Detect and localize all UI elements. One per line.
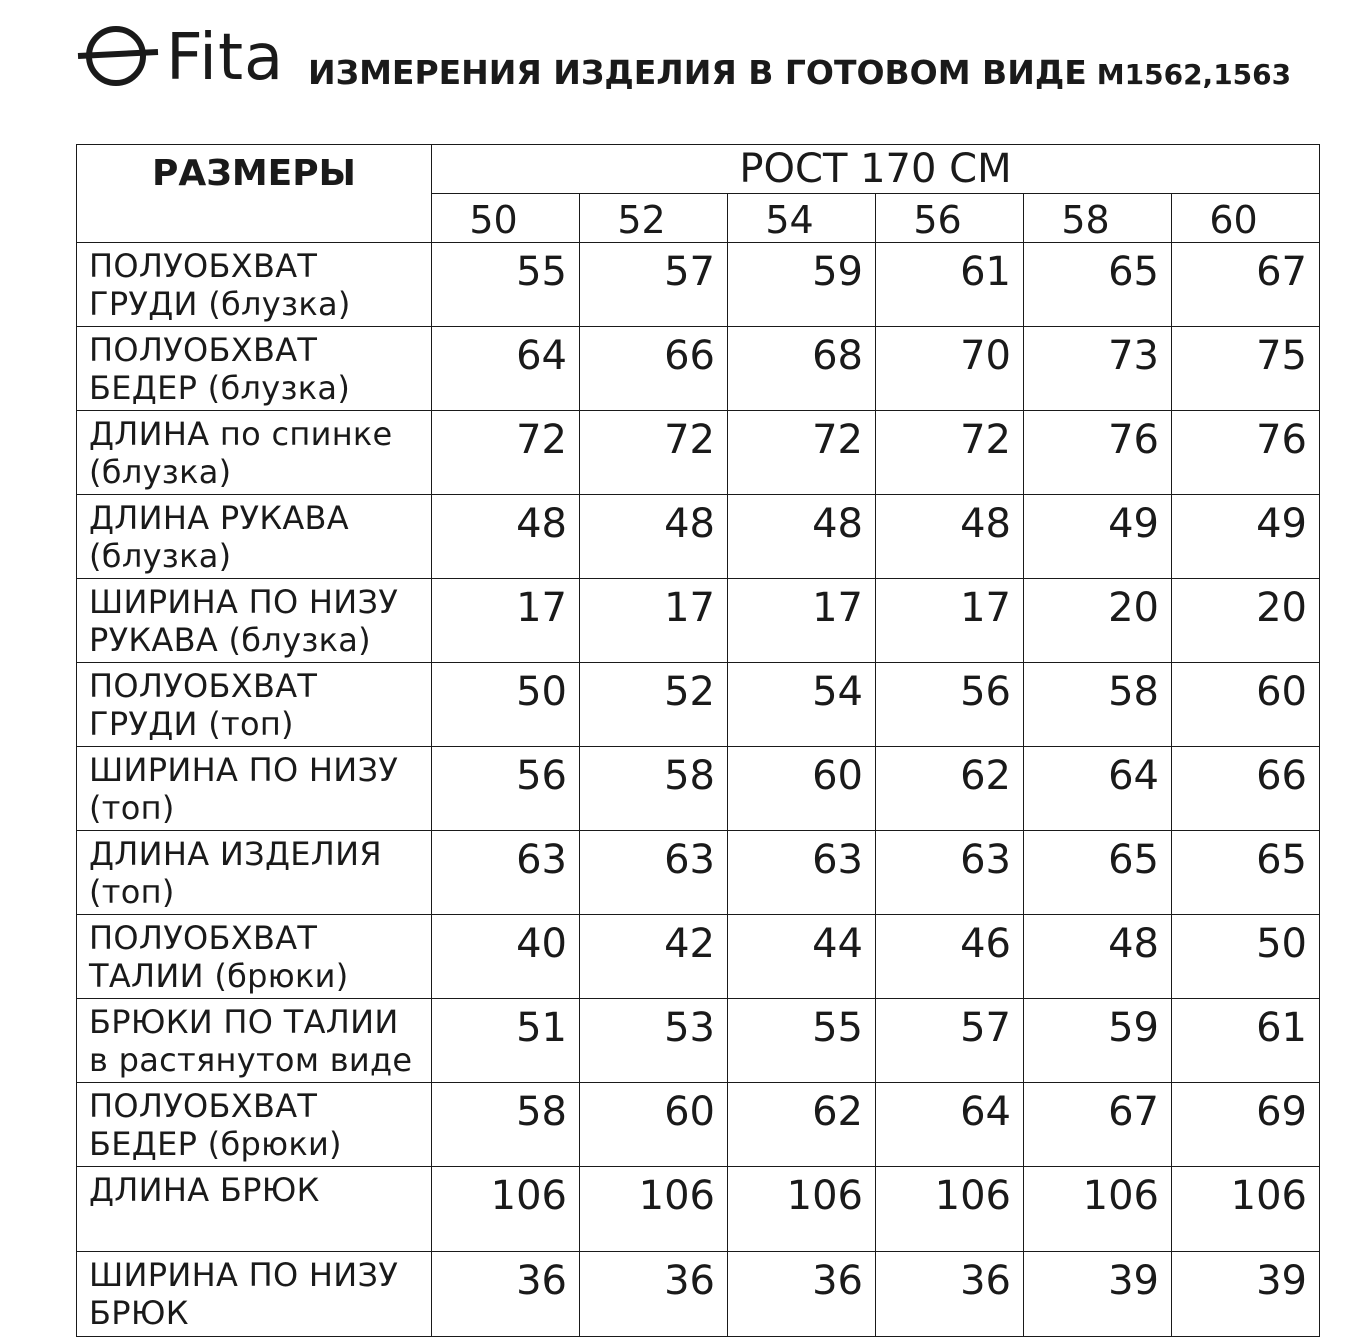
measurement-label-line: ГРУДИ (топ)	[89, 705, 294, 743]
measurement-label-line: ПОЛУОБХВАТ	[89, 667, 318, 705]
measurement-value: 48	[728, 495, 876, 579]
measurement-label	[77, 747, 432, 831]
measurement-value: 61	[876, 243, 1024, 327]
measurement-label-line: (топ)	[89, 789, 175, 827]
measurement-value: 76	[1172, 411, 1320, 495]
measurement-value: 36	[580, 1252, 728, 1337]
measurement-label-line: ТАЛИИ (брюки)	[89, 957, 349, 995]
measurement-label	[77, 999, 432, 1083]
measurement-label-line: ПОЛУОБХВАТ	[89, 1087, 318, 1125]
measurement-value: 64	[1024, 747, 1172, 831]
measurement-value: 106	[876, 1167, 1024, 1252]
measurement-label-line: ПОЛУОБХВАТ	[89, 247, 318, 285]
measurement-value: 52	[580, 663, 728, 747]
measurement-value: 39	[1172, 1252, 1320, 1337]
measurement-label-line: (блузка)	[89, 537, 232, 575]
measurement-label	[77, 411, 432, 495]
measurement-value: 76	[1024, 411, 1172, 495]
measurement-value: 54	[728, 663, 876, 747]
measurement-value: 57	[876, 999, 1024, 1083]
table-row	[77, 831, 1320, 915]
measurement-value: 64	[876, 1083, 1024, 1167]
measurement-value: 40	[432, 915, 580, 999]
measurement-value: 55	[432, 243, 580, 327]
measurement-label-line: БРЮК	[89, 1294, 189, 1332]
table-row	[77, 327, 1320, 411]
size-header-value: 56	[913, 198, 962, 242]
measurement-value: 17	[580, 579, 728, 663]
measurement-label	[77, 579, 432, 663]
measurement-value: 64	[432, 327, 580, 411]
measurement-label	[77, 495, 432, 579]
measurement-value: 36	[876, 1252, 1024, 1337]
measurement-value: 58	[1024, 663, 1172, 747]
table-row	[77, 1083, 1320, 1167]
table-row	[77, 747, 1320, 831]
height-label: РОСТ 170 СМ	[432, 145, 1320, 194]
measurement-value: 50	[432, 663, 580, 747]
measurement-value: 63	[728, 831, 876, 915]
measurement-value: 60	[580, 1083, 728, 1167]
measurement-value: 56	[432, 747, 580, 831]
measurement-value: 48	[580, 495, 728, 579]
measurement-label-line: ПОЛУОБХВАТ	[89, 331, 318, 369]
measurement-value: 17	[876, 579, 1024, 663]
measurement-value: 62	[728, 1083, 876, 1167]
fita-theta-logo-icon	[76, 16, 160, 88]
measurement-value: 72	[728, 411, 876, 495]
measurement-label-line: ГРУДИ (блузка)	[89, 285, 351, 323]
measurement-label-line: (блузка)	[89, 453, 232, 491]
measurement-value: 36	[432, 1252, 580, 1337]
table-row	[77, 411, 1320, 495]
title-text: ИЗМЕРЕНИЯ ИЗДЕЛИЯ В ГОТОВОМ ВИДЕ	[308, 53, 1087, 92]
table-row	[77, 243, 1320, 327]
measurement-value: 49	[1172, 495, 1320, 579]
measurement-label	[77, 831, 432, 915]
measurement-value: 57	[580, 243, 728, 327]
measurement-value: 48	[432, 495, 580, 579]
measurement-label-line: ДЛИНА ИЗДЕЛИЯ	[89, 835, 382, 873]
measurement-value: 65	[1172, 831, 1320, 915]
measurement-label-line: ШИРИНА ПО НИЗУ	[89, 583, 399, 621]
measurement-value: 106	[580, 1167, 728, 1252]
measurement-value: 36	[728, 1252, 876, 1337]
measurement-value: 48	[876, 495, 1024, 579]
measurement-label-line: БЕДЕР (брюки)	[89, 1125, 342, 1163]
measurement-value: 51	[432, 999, 580, 1083]
page-header	[76, 16, 1326, 126]
measurement-value: 61	[1172, 999, 1320, 1083]
document-title	[308, 53, 1292, 92]
measurement-value: 20	[1024, 579, 1172, 663]
measurement-value: 72	[432, 411, 580, 495]
measurement-label	[77, 1252, 432, 1337]
measurement-value: 72	[580, 411, 728, 495]
measurement-value: 58	[580, 747, 728, 831]
measurement-value: 106	[432, 1167, 580, 1252]
measurement-label-line: ДЛИНА по спинке	[89, 415, 393, 453]
measurement-value: 73	[1024, 327, 1172, 411]
table-row	[77, 999, 1320, 1083]
measurement-label	[77, 1083, 432, 1167]
measurement-value: 42	[580, 915, 728, 999]
table-row	[77, 579, 1320, 663]
measurement-value: 69	[1172, 1083, 1320, 1167]
measurement-label-line: БРЮКИ ПО ТАЛИИ	[89, 1003, 399, 1041]
measurement-label-line: ДЛИНА БРЮК	[89, 1171, 320, 1209]
measurement-value: 65	[1024, 831, 1172, 915]
table-row	[77, 495, 1320, 579]
size-header-value: 58	[1061, 198, 1110, 242]
measurement-value: 58	[432, 1083, 580, 1167]
size-header-value: 52	[617, 198, 666, 242]
measurement-value: 72	[876, 411, 1024, 495]
measurement-value: 48	[1024, 915, 1172, 999]
measurement-value: 39	[1024, 1252, 1172, 1337]
table-row	[77, 663, 1320, 747]
measurement-label	[77, 1167, 432, 1252]
measurement-label-line: ШИРИНА ПО НИЗУ	[89, 751, 399, 789]
measurement-value: 106	[1024, 1167, 1172, 1252]
size-header-value: 60	[1209, 198, 1258, 242]
measurement-label	[77, 915, 432, 999]
brand-name: Fita	[166, 21, 285, 95]
measurement-value: 44	[728, 915, 876, 999]
model-number: М1562,1563	[1096, 58, 1292, 91]
measurement-value: 17	[728, 579, 876, 663]
sizes-corner-label: РАЗМЕРЫ	[77, 145, 432, 243]
measurement-value: 63	[580, 831, 728, 915]
size-measurement-table	[76, 144, 1320, 1337]
measurement-label-line: (топ)	[89, 873, 175, 911]
measurement-value: 60	[728, 747, 876, 831]
measurement-value: 59	[728, 243, 876, 327]
measurement-value: 53	[580, 999, 728, 1083]
measurement-value: 75	[1172, 327, 1320, 411]
measurement-value: 17	[432, 579, 580, 663]
measurement-value: 70	[876, 327, 1024, 411]
size-header-value: 50	[469, 198, 518, 242]
size-header-cell	[1172, 194, 1320, 243]
measurement-value: 106	[1172, 1167, 1320, 1252]
measurement-value: 67	[1172, 243, 1320, 327]
measurement-value: 50	[1172, 915, 1320, 999]
measurement-value: 63	[432, 831, 580, 915]
measurement-value: 59	[1024, 999, 1172, 1083]
measurement-value: 65	[1024, 243, 1172, 327]
measurement-label	[77, 663, 432, 747]
measurement-label-line: БЕДЕР (блузка)	[89, 369, 351, 407]
size-header-value: 54	[765, 198, 814, 242]
measurement-value: 106	[728, 1167, 876, 1252]
measurement-label	[77, 243, 432, 327]
measurement-value: 63	[876, 831, 1024, 915]
measurement-value: 55	[728, 999, 876, 1083]
measurement-value: 20	[1172, 579, 1320, 663]
table-row	[77, 915, 1320, 999]
measurement-value: 66	[1172, 747, 1320, 831]
measurement-label-line: ДЛИНА РУКАВА	[89, 499, 349, 537]
measurement-value: 62	[876, 747, 1024, 831]
measurement-label	[77, 327, 432, 411]
measurement-value: 49	[1024, 495, 1172, 579]
table-row	[77, 1252, 1320, 1337]
measurement-label-line: ШИРИНА ПО НИЗУ	[89, 1256, 399, 1294]
measurement-label-line: РУКАВА (блузка)	[89, 621, 371, 659]
measurement-label-line: в растянутом виде	[89, 1041, 413, 1079]
measurement-value: 46	[876, 915, 1024, 999]
measurement-value: 60	[1172, 663, 1320, 747]
measurement-label-line: ПОЛУОБХВАТ	[89, 919, 318, 957]
measurement-value: 67	[1024, 1083, 1172, 1167]
table-row	[77, 1167, 1320, 1252]
measurement-value: 66	[580, 327, 728, 411]
measurement-value: 68	[728, 327, 876, 411]
measurement-value: 56	[876, 663, 1024, 747]
